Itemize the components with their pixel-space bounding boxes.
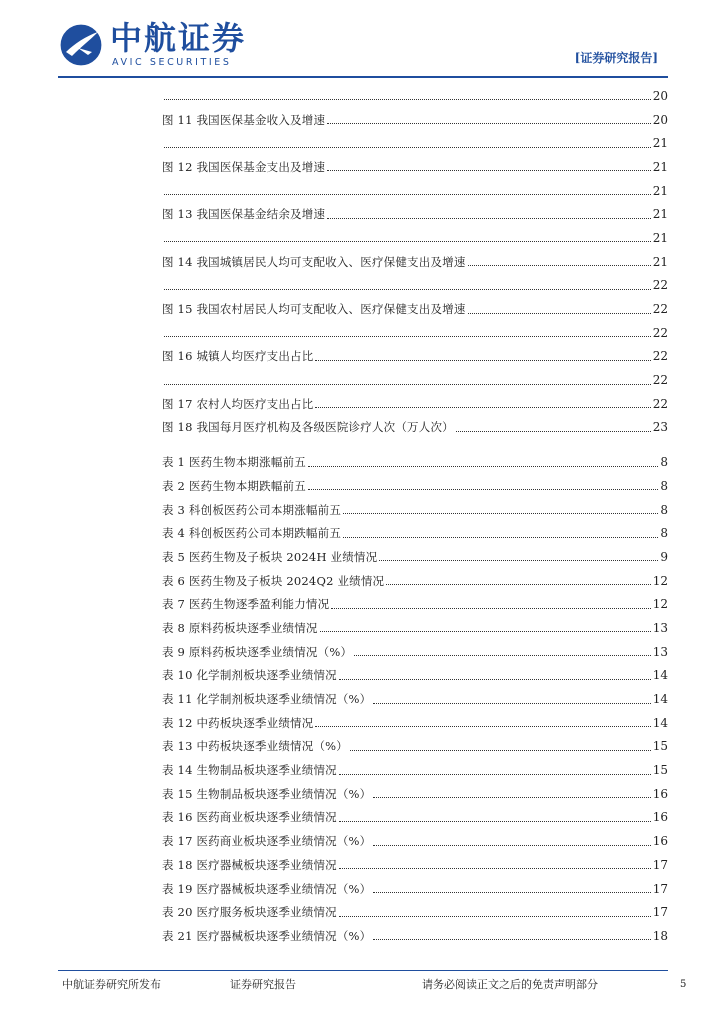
toc-entry-page: 22 <box>652 373 668 388</box>
toc-entry-page: 8 <box>660 502 668 517</box>
toc-entry-title: 图 13 我国医保基金结余及增速 <box>162 207 326 222</box>
toc-dot-leader <box>164 133 651 148</box>
toc-entry-page: 22 <box>652 396 668 411</box>
toc-entry-page: 18 <box>652 928 668 943</box>
toc-entry-page: 16 <box>652 834 668 849</box>
toc-entry[interactable] <box>162 450 668 474</box>
toc-entry-title: 表 21 医疗器械板块逐季业绩情况（%） <box>162 928 372 943</box>
toc-entry-title: 图 14 我国城镇居民人均可支配收入、医疗保健支出及增速 <box>162 254 466 269</box>
toc-entry[interactable] <box>162 687 668 711</box>
toc-entry[interactable] <box>162 131 668 155</box>
toc-dot-leader <box>343 523 658 538</box>
toc-dot-leader <box>343 499 658 514</box>
toc-entry[interactable] <box>162 664 668 688</box>
toc-dot-leader <box>327 156 651 171</box>
toc-entry-title: 图 15 我国农村居民人均可支配收入、医疗保健支出及增速 <box>162 302 466 317</box>
toc-entry[interactable] <box>162 758 668 782</box>
toc-entry-page: 21 <box>652 136 668 151</box>
toc-dot-leader <box>339 665 651 680</box>
toc-dot-leader <box>373 831 650 846</box>
toc-dot-leader <box>164 85 651 100</box>
toc-entry-page: 14 <box>652 668 668 683</box>
toc-dot-leader <box>327 109 651 124</box>
toc-entry[interactable] <box>162 924 668 948</box>
toc-entry-page: 8 <box>660 478 668 493</box>
toc-entry[interactable] <box>162 226 668 250</box>
toc-entry-page: 16 <box>652 810 668 825</box>
toc-entry-page: 21 <box>652 230 668 245</box>
toc-entry-title: 表 20 医疗服务板块逐季业绩情况 <box>162 905 337 920</box>
toc-entry[interactable] <box>162 368 668 392</box>
toc-entry-page: 12 <box>652 597 668 612</box>
toc-entry-page: 21 <box>652 254 668 269</box>
toc-entry[interactable] <box>162 616 668 640</box>
toc-dot-leader <box>339 902 651 917</box>
toc-entry[interactable] <box>162 900 668 924</box>
toc-entry-title: 表 6 医药生物及子板块 2024Q2 业绩情况 <box>162 573 385 588</box>
toc-entry[interactable] <box>162 297 668 321</box>
toc-entry-page: 8 <box>660 455 668 470</box>
toc-entry[interactable] <box>162 498 668 522</box>
toc-entry[interactable] <box>162 250 668 274</box>
toc-entry-title: 表 13 中药板块逐季业绩情况（%） <box>162 739 348 754</box>
toc-entry-page: 13 <box>652 644 668 659</box>
toc-entry[interactable] <box>162 545 668 569</box>
toc-entry[interactable] <box>162 592 668 616</box>
toc-dot-leader <box>468 299 651 314</box>
toc-dot-leader <box>315 712 650 727</box>
toc-dot-leader <box>308 452 658 467</box>
toc-entry[interactable] <box>162 416 668 440</box>
toc-dot-leader <box>339 807 651 822</box>
toc-entry-title: 图 11 我国医保基金收入及增速 <box>162 112 326 127</box>
toc-entry-title: 表 3 科创板医药公司本期涨幅前五 <box>162 502 342 517</box>
toc-entry[interactable] <box>162 782 668 806</box>
toc-entry[interactable] <box>162 345 668 369</box>
toc-entry-title: 图 16 城镇人均医疗支出占比 <box>162 349 314 364</box>
toc-entry[interactable] <box>162 179 668 203</box>
toc-entry-title: 图 12 我国医保基金支出及增速 <box>162 159 326 174</box>
toc-entry[interactable] <box>162 155 668 179</box>
toc-entry-page: 8 <box>660 526 668 541</box>
toc-dot-leader <box>373 783 650 798</box>
toc-entry[interactable] <box>162 321 668 345</box>
toc-entry[interactable] <box>162 474 668 498</box>
toc-entry-title: 表 19 医疗器械板块逐季业绩情况（%） <box>162 881 372 896</box>
toc-entry-page: 21 <box>652 183 668 198</box>
toc-dot-leader <box>354 641 651 656</box>
toc-entry-page: 20 <box>652 112 668 127</box>
report-type-tag: [证券研究报告] <box>574 51 658 65</box>
toc-entry-page: 23 <box>652 420 668 435</box>
toc-entry[interactable] <box>162 569 668 593</box>
toc-entry-title: 表 11 化学制剂板块逐季业绩情况（%） <box>162 692 372 707</box>
toc-entry-title: 图 18 我国每月医疗机构及各级医院诊疗人次（万人次） <box>162 420 454 435</box>
toc-entry-page: 17 <box>652 881 668 896</box>
toc-entry-title: 图 17 农村人均医疗支出占比 <box>162 396 314 411</box>
toc-dot-leader <box>164 227 651 242</box>
toc-dot-leader <box>331 594 650 609</box>
toc-dot-leader <box>468 251 651 266</box>
toc-dot-leader <box>164 275 651 290</box>
toc-entry[interactable] <box>162 392 668 416</box>
toc-entry-title: 表 10 化学制剂板块逐季业绩情况 <box>162 668 337 683</box>
footer-divider <box>58 970 668 971</box>
toc-dot-leader <box>373 925 650 940</box>
page-header <box>0 0 724 84</box>
toc-entry-title: 表 14 生物制品板块逐季业绩情况 <box>162 763 337 778</box>
toc-entry-page: 21 <box>652 207 668 222</box>
toc-entry[interactable] <box>162 735 668 759</box>
toc-entry-title: 表 8 原料药板块逐季业绩情况 <box>162 620 318 635</box>
toc-entry[interactable] <box>162 84 668 108</box>
toc-entry-page: 20 <box>652 88 668 103</box>
footer-publisher: 中航证券研究所发布 <box>62 978 161 991</box>
toc-entry-page: 22 <box>652 278 668 293</box>
toc-dot-leader <box>320 617 651 632</box>
toc-dot-leader <box>339 854 651 869</box>
toc-entry-page: 13 <box>652 620 668 635</box>
toc-entry[interactable] <box>162 853 668 877</box>
toc-dot-leader <box>379 546 658 561</box>
toc-dot-leader <box>350 736 651 751</box>
toc-entry-page: 16 <box>652 786 668 801</box>
toc-entry-page: 17 <box>652 905 668 920</box>
toc-entry-title: 表 12 中药板块逐季业绩情况 <box>162 715 314 730</box>
brand-name-en: AVIC SECURITIES <box>112 57 232 68</box>
toc-entry[interactable] <box>162 640 668 664</box>
toc-entry[interactable] <box>162 202 668 226</box>
toc-entry-page: 22 <box>652 325 668 340</box>
toc-entry[interactable] <box>162 521 668 545</box>
toc-entry-title: 表 15 生物制品板块逐季业绩情况（%） <box>162 786 372 801</box>
footer-disclaimer: 请务必阅读正文之后的免责声明部分 <box>422 978 598 991</box>
toc-entry-page: 9 <box>660 549 668 564</box>
toc-entry[interactable] <box>162 711 668 735</box>
toc-entry-title: 表 5 医药生物及子板块 2024H 业绩情况 <box>162 549 378 564</box>
toc-entry-page: 22 <box>652 302 668 317</box>
toc-entry-page: 17 <box>652 857 668 872</box>
toc-dot-leader <box>315 346 650 361</box>
toc-entry-page: 22 <box>652 349 668 364</box>
toc-entry[interactable] <box>162 108 668 132</box>
toc-entry-page: 21 <box>652 159 668 174</box>
toc-entry-title: 表 7 医药生物逐季盈利能力情况 <box>162 597 330 612</box>
toc-dot-leader <box>373 878 650 893</box>
toc-entry-page: 14 <box>652 715 668 730</box>
table-of-contents <box>162 84 668 948</box>
toc-entry-page: 15 <box>652 739 668 754</box>
toc-dot-leader <box>386 570 650 585</box>
toc-entry[interactable] <box>162 877 668 901</box>
toc-entry[interactable] <box>162 829 668 853</box>
toc-dot-leader <box>164 322 651 337</box>
toc-entry-title: 表 1 医药生物本期涨幅前五 <box>162 455 306 470</box>
brand-name-cn: 中航证券 <box>110 19 247 57</box>
toc-dot-leader <box>308 475 658 490</box>
toc-entry[interactable] <box>162 274 668 298</box>
toc-dot-leader <box>315 393 650 408</box>
toc-entry-title: 表 2 医药生物本期跌幅前五 <box>162 478 306 493</box>
toc-entry-page: 14 <box>652 692 668 707</box>
page-footer <box>0 970 724 1000</box>
toc-dot-leader <box>456 417 651 432</box>
avic-plane-logo-icon <box>58 22 104 68</box>
toc-dot-leader <box>164 370 651 385</box>
header-divider <box>58 76 668 78</box>
toc-entry-page: 15 <box>652 763 668 778</box>
toc-dot-leader <box>339 760 651 775</box>
toc-entry-title: 表 9 原料药板块逐季业绩情况（%） <box>162 644 353 659</box>
toc-entry-title: 表 4 科创板医药公司本期跌幅前五 <box>162 526 342 541</box>
toc-entry-title: 表 18 医疗器械板块逐季业绩情况 <box>162 857 337 872</box>
toc-entry-title: 表 16 医药商业板块逐季业绩情况 <box>162 810 337 825</box>
toc-entry[interactable] <box>162 806 668 830</box>
toc-dot-leader <box>164 180 651 195</box>
page-number: 5 <box>680 979 687 990</box>
toc-entry-title: 表 17 医药商业板块逐季业绩情况（%） <box>162 834 372 849</box>
toc-entry-page: 12 <box>652 573 668 588</box>
toc-dot-leader <box>373 689 650 704</box>
toc-dot-leader <box>327 204 651 219</box>
footer-report-type: 证券研究报告 <box>230 978 296 991</box>
